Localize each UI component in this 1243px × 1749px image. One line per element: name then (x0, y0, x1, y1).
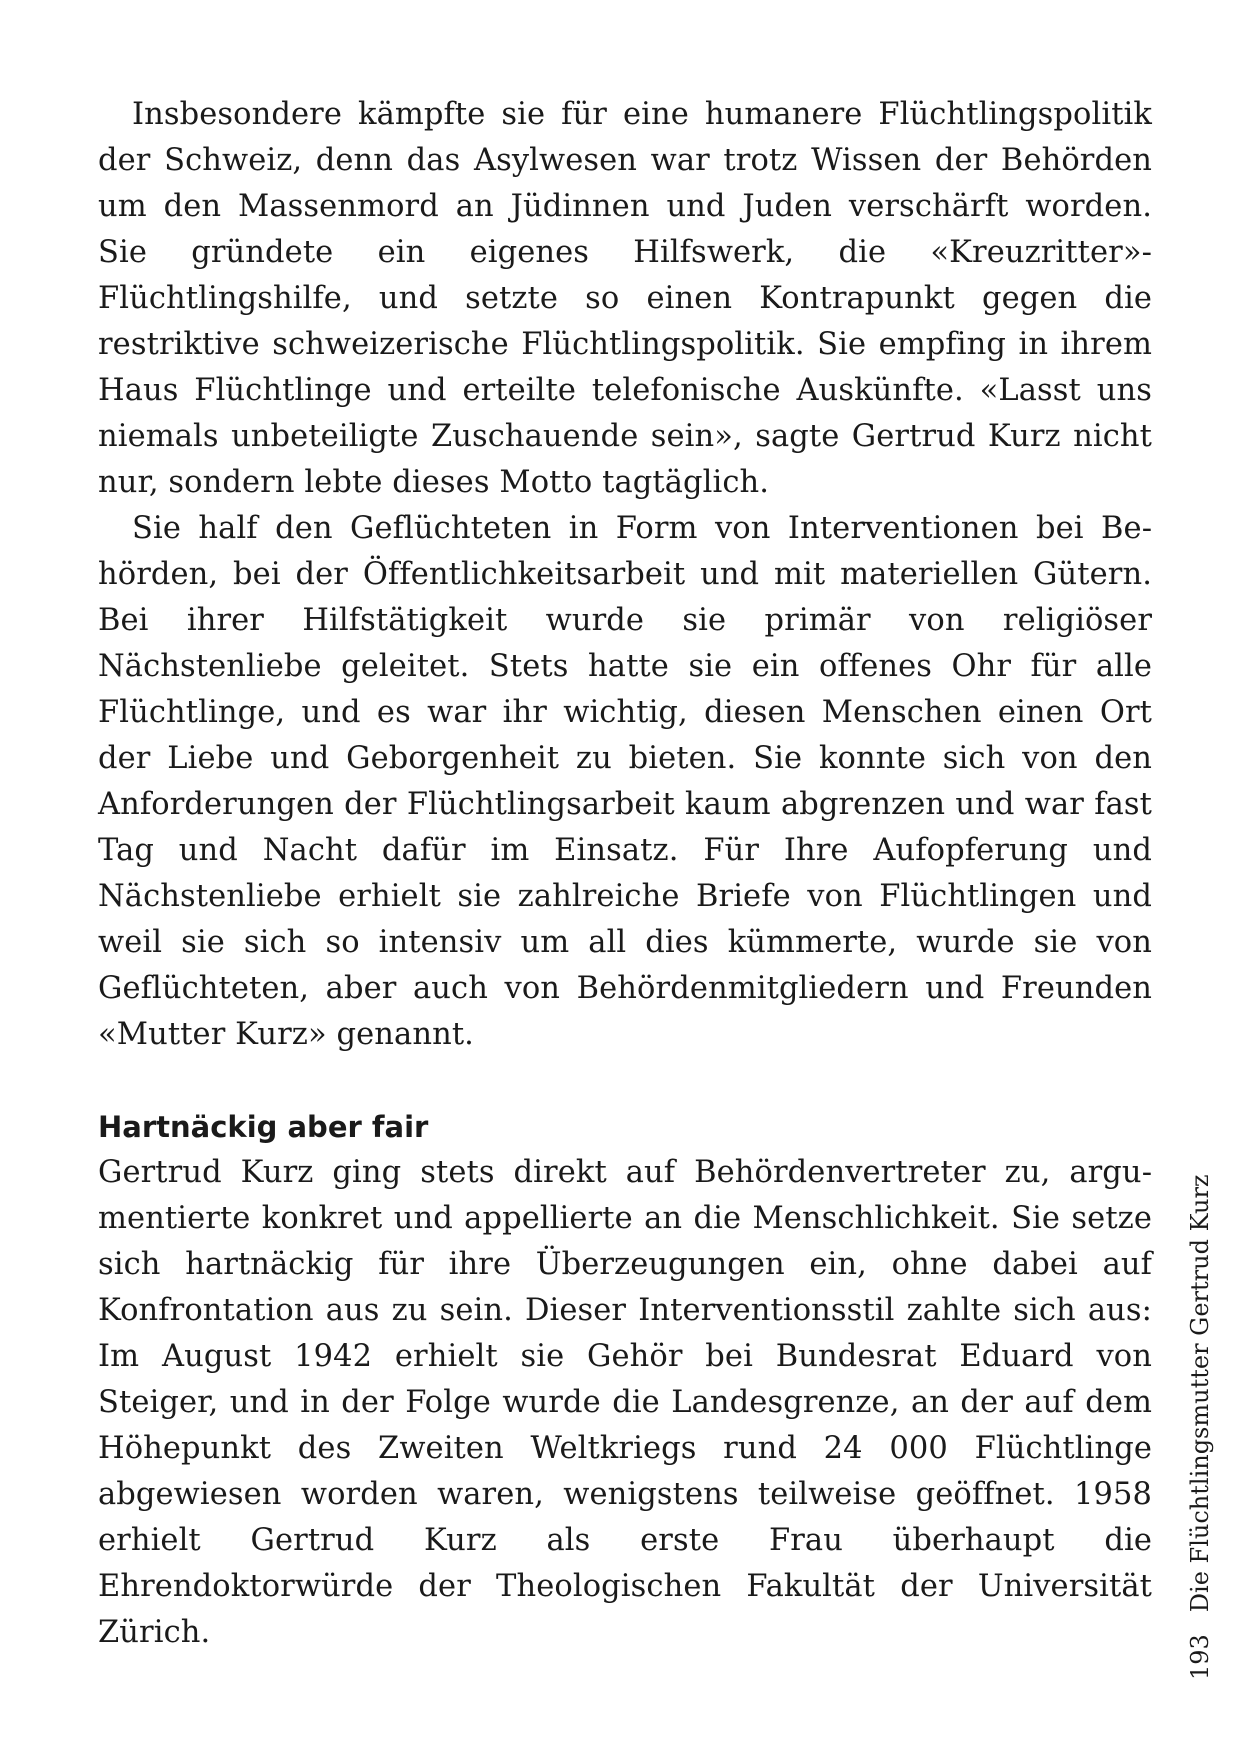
paragraph-1: Insbesondere kämpfte sie für eine humanere Flüchtlingspolitik der Schweiz, denn das Asylwesen war trotz Wissen der Behörden um den Massenmord an Jüdinnen und Juden verschärft worden. Sie gründete ein eigenes Hilfswerk, die «Kreuzritter»-Flüchtlingshilfe, und setzte so einen Kontrapunkt gegen die restriktive schweizerische Flüchtlingspolitik. Sie empfing in ihrem Haus Flüchtlinge und erteilte telefonische Auskünfte. «Lasst uns niemals unbeteiligte Zuschauende sein», sagte Gertrud Kurz nicht nur, sondern lebte dieses Motto tagtäglich. (98, 97, 1152, 500)
text-column (98, 92, 1152, 1656)
paragraph-2: Sie half den Geflüchteten in Form von Interventionen bei Behörden, bei der Öffentlichkeitsarbeit und mit materiellen Gütern. Bei ihrer Hilfstätigkeit wurde sie primär von religiöser Nächstenliebe geleitet. Stets hatte sie ein offenes Ohr für alle Flüchtlinge, und es war ihr wichtig, diesen Menschen einen Ort der Liebe und Geborgenheit zu bieten. Sie konnte sich von den Anforderungen der Flüchtlingsarbeit kaum abgrenzen und war fast Tag und Nacht dafür im Einsatz. Für Ihre Aufopferung und Nächstenliebe erhielt sie zahlreiche Briefe von Flüchtlingen und weil sie sich so intensiv um all dies kümmerte, wurde sie von Geflüchteten, aber auch von Behördenmitgliedern und Freunden «Mutter Kurz» genannt. (98, 511, 1152, 1052)
page-number: 193 (1186, 1634, 1214, 1680)
running-head-title: Die Flüchtlingsmutter Gertrud Kurz (1186, 1174, 1214, 1613)
section-heading: Hartnäckig aber fair (98, 1110, 429, 1144)
paragraph-3: Gertrud Kurz ging stets direkt auf Behördenvertreter zu, argumentierte konkret und appellierte an die Menschlichkeit. Sie setze sich hartnäckig für ihre Überzeugungen ein, ohne dabei auf Konfrontation aus zu sein. Dieser Interventionsstil zahlte sich aus: Im August 1942 erhielt sie Gehör bei Bundesrat Eduard von Steiger, und in der Folge wurde die Landesgrenze, an der auf dem Höhepunkt des Zweiten Weltkriegs rund 24 000 Flüchtlinge abgewiesen worden waren, wenigstens teilweise geöffnet. 1958 erhielt Gertrud Kurz als erste Frau überhaupt die Ehrendoktorwürde der Theologischen Fakultät der Universität Zürich. (98, 1155, 1152, 1650)
running-head (1185, 1174, 1215, 1680)
